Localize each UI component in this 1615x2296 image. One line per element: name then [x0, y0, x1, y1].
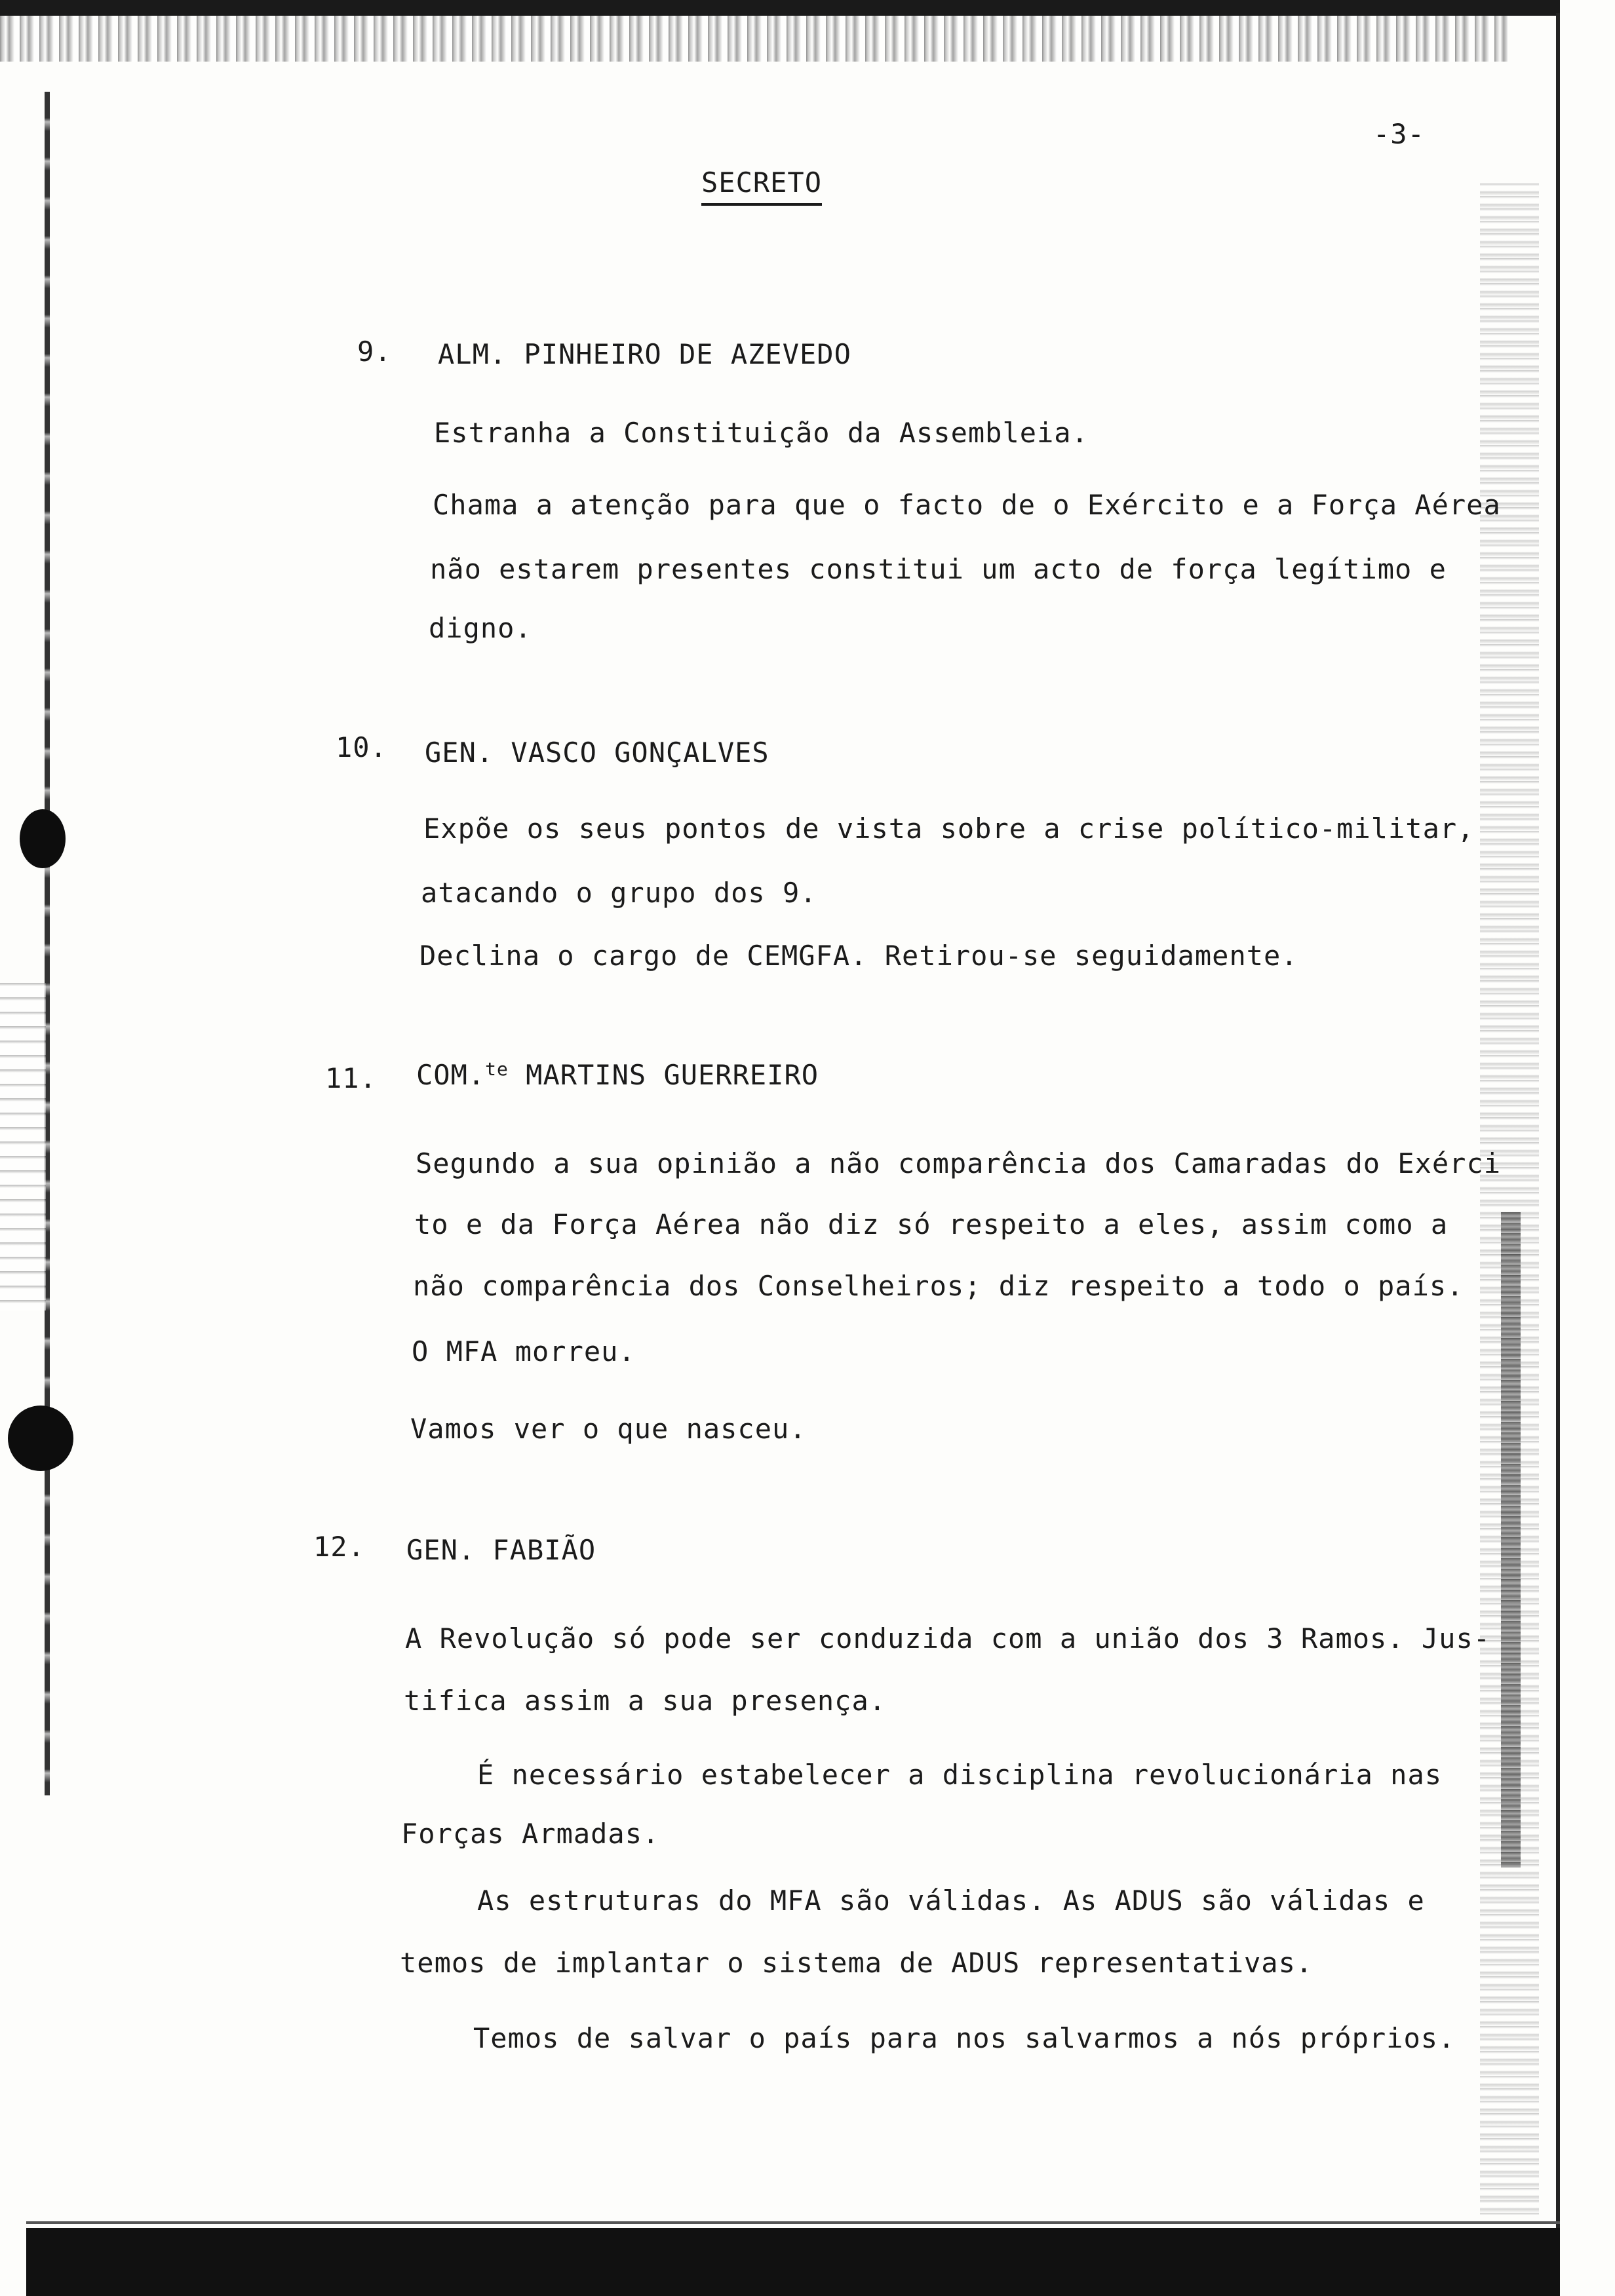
paragraph-line: É necessário estabelecer a disciplina revolucionária nas: [477, 1759, 1443, 1791]
paragraph-line: Declina o cargo de CEMGFA. Retirou-se seguidamente.: [419, 940, 1298, 972]
paragraph-line: O MFA morreu.: [412, 1335, 636, 1368]
speaker-name: MARTINS GUERREIRO: [508, 1059, 819, 1091]
scan-right-dark-band: [1501, 1212, 1521, 1867]
scan-right-noise: [1480, 183, 1539, 2215]
paragraph-line: Vamos ver o que nasceu.: [410, 1413, 807, 1445]
scan-bottom-line: [26, 2221, 1560, 2224]
paragraph-line: não comparência dos Conselheiros; diz respeito a todo o país.: [413, 1270, 1464, 1302]
paragraph-line: Segundo a sua opinião a não comparência dos Camaradas do Exérci: [416, 1147, 1502, 1179]
item-number: [325, 1062, 377, 1094]
paragraph-line: Chama a atenção para que o facto de o Exército e a Força Aérea: [433, 489, 1501, 521]
page-number: -3-: [1373, 118, 1425, 150]
paragraph-line: Forças Armadas.: [401, 1818, 660, 1850]
paragraph-line: As estruturas do MFA são válidas. As ADUS são válidas e: [477, 1885, 1425, 1917]
paragraph-line: temos de implantar o sistema de ADUS representativas.: [400, 1947, 1313, 1979]
scan-top-edge: [0, 0, 1560, 16]
item-number-text: 11.: [325, 1062, 377, 1094]
paragraph-line: não estarem presentes constitui um acto de força legítimo e: [430, 553, 1447, 585]
item-speaker: [416, 1060, 819, 1089]
speaker-title: COM.: [416, 1059, 486, 1091]
item-number: 12.: [313, 1531, 365, 1563]
scan-left-noise: [0, 983, 46, 1311]
speaker-title-superscript: te: [485, 1058, 509, 1080]
paragraph-line: tifica assim a sua presença.: [404, 1685, 887, 1717]
scan-bottom-edge: [26, 2228, 1560, 2296]
punch-hole-icon: [20, 809, 66, 868]
item-number: 10.: [336, 731, 387, 763]
item-speaker: GEN. VASCO GONÇALVES: [425, 737, 769, 769]
paragraph-line: Estranha a Constituição da Assembleia.: [434, 417, 1089, 449]
item-speaker: ALM. PINHEIRO DE AZEVEDO: [438, 338, 851, 370]
item-speaker: GEN. FABIÃO: [406, 1534, 596, 1566]
scan-left-edge: [45, 92, 50, 1795]
classification-heading: SECRETO: [701, 169, 822, 206]
paragraph-line: A Revolução só pode ser conduzida com a união dos 3 Ramos. Jus-: [405, 1622, 1491, 1655]
scan-top-noise: [0, 16, 1508, 62]
paragraph-line: atacando o grupo dos 9.: [421, 877, 817, 909]
scan-right-edge: [1556, 13, 1560, 2254]
paragraph-line: digno.: [429, 612, 532, 644]
paragraph-line: to e da Força Aérea não diz só respeito a eles, assim como a: [414, 1208, 1449, 1240]
paragraph-line: Expõe os seus pontos de vista sobre a crise político-militar,: [423, 813, 1475, 845]
paragraph-line: Temos de salvar o país para nos salvarmos a nós próprios.: [473, 2022, 1456, 2054]
punch-hole-icon: [8, 1406, 73, 1471]
item-number: 9.: [357, 335, 392, 368]
